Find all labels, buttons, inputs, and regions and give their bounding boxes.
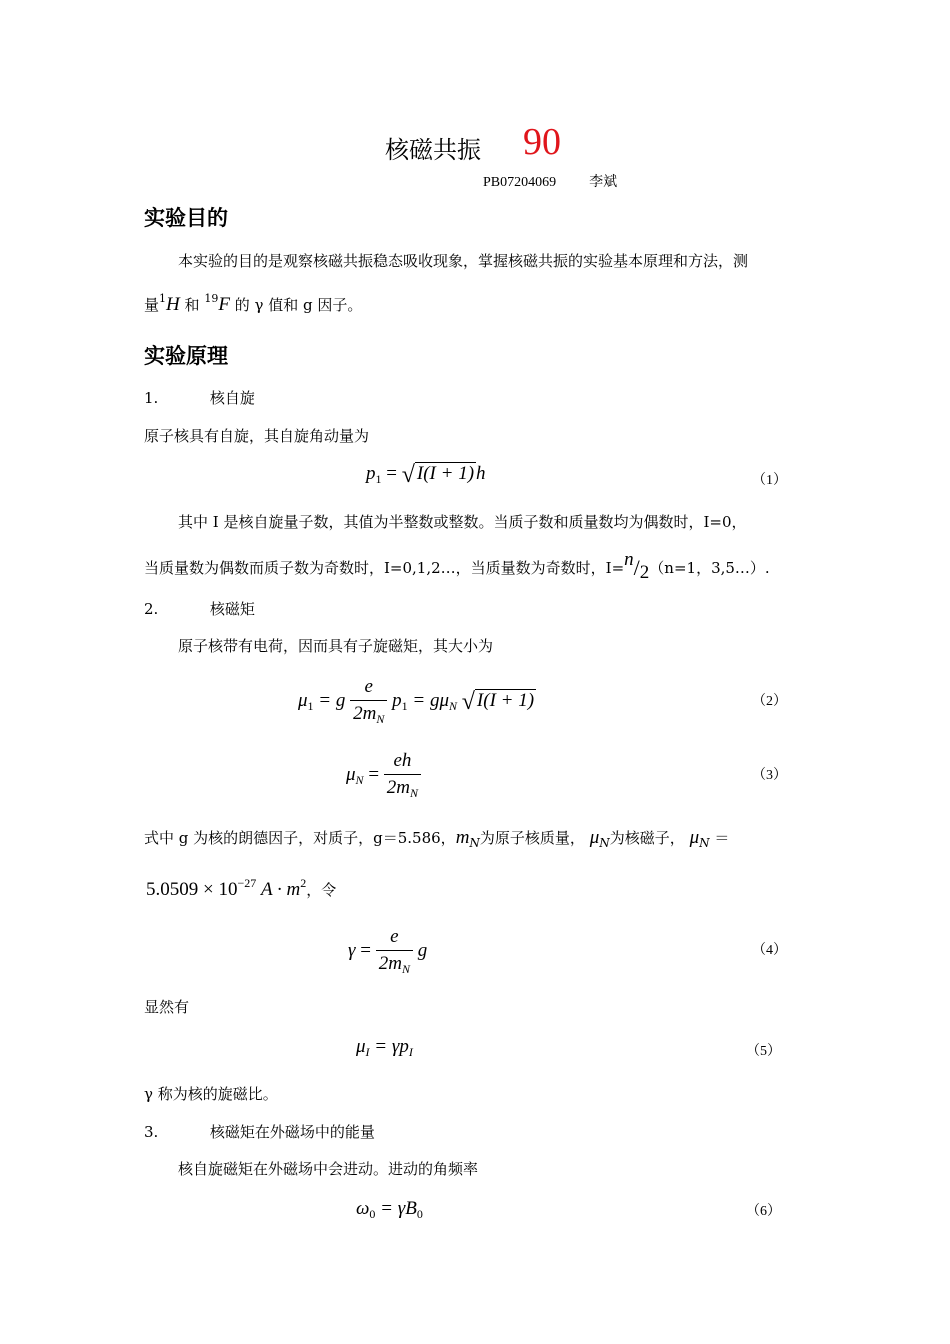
paragraph-1: 原子核具有自旋，其自旋角动量为	[144, 427, 370, 445]
math: γ	[348, 939, 356, 961]
math: 2	[639, 562, 650, 583]
sqrt: √ I(I + 1)	[461, 688, 535, 715]
element-symbol: H	[166, 294, 180, 315]
math-sub: N	[469, 836, 480, 850]
math: μ	[689, 827, 700, 848]
subsection-title: 核磁矩	[209, 600, 255, 618]
equation-4	[348, 926, 427, 977]
text: 和	[184, 296, 200, 314]
subsection-number: 2.	[144, 600, 159, 618]
math-sup: −27	[237, 876, 257, 890]
math: μ	[356, 1036, 366, 1057]
equation-number-3: （3）	[752, 768, 787, 783]
math: h	[476, 463, 486, 484]
author-line	[483, 171, 617, 191]
section-heading-principle: 实验原理	[144, 344, 228, 368]
equation-number-6: （6）	[746, 1204, 781, 1219]
math: p	[392, 689, 402, 711]
equation-2	[298, 676, 536, 727]
text: 的 γ 值和 g 因子。	[234, 296, 363, 314]
paragraph-6: 显然有	[144, 998, 190, 1016]
text: 量	[144, 296, 160, 314]
math: ω	[356, 1198, 370, 1219]
subsection-1	[144, 387, 255, 408]
math: = g	[318, 689, 346, 711]
math-sub: I	[408, 1045, 413, 1059]
math-sub: N	[599, 836, 610, 850]
fraction	[376, 926, 413, 977]
isotope-number: 1	[159, 292, 167, 305]
equation-number-1: （1）	[752, 473, 787, 488]
math-sub: 0	[416, 1207, 423, 1221]
numerator: eh	[393, 750, 412, 771]
sqrt: √ I(I + 1)	[401, 462, 475, 488]
math: μ	[346, 763, 356, 785]
denominator: 2m	[353, 703, 377, 724]
student-id: PB07204069	[483, 175, 557, 190]
equation-1	[366, 462, 486, 489]
math-sub: 1	[307, 698, 314, 713]
math-sub: N	[401, 962, 410, 976]
math: = γB	[380, 1198, 417, 1219]
equation-number-5: （5）	[746, 1044, 781, 1059]
math-sub: N	[410, 786, 419, 800]
math-sup: 2	[300, 876, 307, 890]
paragraph-2-line-2: 当质量数为偶数而质子数为奇数时，I=0,1,2…，当质量数为奇数时，I=n/2（n=1，3,5…）.	[144, 549, 770, 583]
paragraph-4	[144, 827, 729, 850]
text: ，令	[306, 881, 337, 899]
score-mark: 90	[523, 121, 561, 163]
math: I(I + 1)	[476, 689, 535, 711]
denominator: 2m	[386, 777, 411, 798]
text: 为原子核质量，	[479, 829, 585, 847]
paragraph-5	[146, 876, 336, 901]
fraction	[384, 750, 421, 801]
paragraph-7: γ 称为核的旋磁比。	[144, 1085, 278, 1103]
text: 式中 g 为核的朗德因子，对质子，g＝5.586，	[144, 829, 456, 847]
math: μ	[298, 689, 308, 711]
text: ＝	[714, 829, 730, 847]
text: 为核磁子，	[609, 829, 685, 847]
paragraph-3: 原子核带有电荷，因而具有子旋磁矩，其大小为	[178, 637, 494, 655]
math: n	[624, 549, 634, 570]
math-sub: N	[376, 712, 385, 726]
purpose-line-2	[144, 292, 362, 316]
paragraph-2-line-1: 其中 I 是核自旋量子数，其值为半整数或整数。当质子数和质量数均为偶数时，I=0，	[178, 513, 747, 531]
math-sub: N	[699, 836, 710, 850]
subsection-number: 1.	[144, 389, 159, 407]
numerator: e	[364, 676, 373, 697]
page-title: 核磁共振	[385, 136, 481, 164]
math-sub: 1	[401, 698, 408, 713]
math: =	[360, 939, 371, 961]
subsection-3	[144, 1121, 375, 1142]
equation-3	[346, 750, 421, 801]
math-sub: N	[355, 772, 364, 787]
subsection-title: 核磁矩在外磁场中的能量	[209, 1123, 375, 1141]
math-sub: 0	[369, 1207, 376, 1221]
element-symbol: F	[218, 294, 230, 315]
math: p	[366, 463, 376, 484]
text: 当质量数为偶数而质子数为奇数时，I=0,1,2…，当质量数为奇数时，I=	[144, 559, 625, 577]
purpose-line-1: 本实验的目的是观察核磁共振稳态吸收现象，掌握核磁共振的实验基本原理和方法，测	[178, 252, 749, 270]
fraction	[350, 676, 387, 727]
math: I(I + 1)	[416, 463, 475, 484]
subsection-title: 核自旋	[209, 389, 255, 407]
math: m	[455, 827, 470, 848]
text: （n=1，3,5…）.	[649, 559, 770, 577]
math: = γp	[374, 1036, 409, 1057]
subsection-number: 3.	[144, 1123, 159, 1141]
numerator: e	[390, 926, 399, 947]
math-sub: N	[448, 698, 457, 713]
isotope-number: 19	[204, 292, 219, 305]
author-name: 李斌	[589, 175, 618, 190]
math: g	[417, 939, 428, 961]
math: μ	[589, 827, 600, 848]
math-sub: 1	[375, 472, 382, 486]
math-sub: I	[365, 1045, 370, 1059]
equation-6	[356, 1198, 423, 1222]
denominator: 2m	[378, 953, 402, 974]
equation-5	[356, 1036, 413, 1060]
math: =	[368, 763, 380, 785]
subsection-2	[144, 598, 255, 619]
paragraph-8: 核自旋磁矩在外磁场中会进动。进动的角频率	[178, 1160, 479, 1178]
math: =	[386, 463, 397, 484]
math: 5.0509 × 10	[146, 879, 238, 900]
section-heading-purpose: 实验目的	[144, 206, 228, 230]
equation-number-4: （4）	[752, 943, 787, 958]
math: A · m	[261, 879, 301, 900]
math: = gμ	[412, 689, 449, 711]
equation-number-2: （2）	[752, 694, 787, 709]
